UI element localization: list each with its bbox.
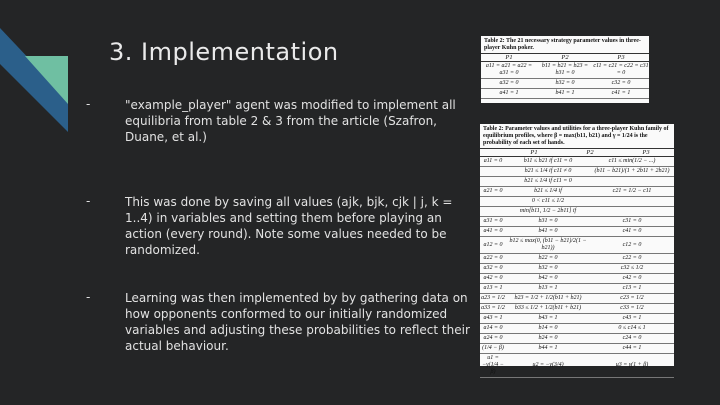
table-cell: c42 = 0 xyxy=(622,275,642,281)
table-row-label: a32 = 0 xyxy=(483,265,503,271)
table-row xyxy=(480,237,674,254)
bullet-text: This was done by saving all values (ajk, bjk, cjk | j, k = 1..4) in variables and setting them before playing an action (every round). Note some values needed to be randomized. xyxy=(125,195,453,257)
slide-decoration xyxy=(0,0,110,150)
table-caption: Table 2: The 21 necessary strategy parameter values in three-player Kuhn poker. xyxy=(484,38,641,51)
table-cell: u2 = −γ(3/4) xyxy=(532,362,564,368)
table-row xyxy=(480,177,674,187)
table-cell: c41 = 0 xyxy=(622,228,642,234)
table-cell: 0 < c11 ≤ 1/2 xyxy=(531,198,565,204)
table-row-label: a23 = 1/2 xyxy=(481,295,505,301)
table-cell: c33 = 1/2 xyxy=(620,305,644,311)
table-cell: b42 = 0 xyxy=(538,275,558,281)
table-row-label: a13 = 1 xyxy=(483,285,503,291)
table-row xyxy=(480,157,674,167)
table-row xyxy=(480,274,674,284)
table-row xyxy=(480,294,674,304)
table-cell: b21 ≤ 1/4 if c11 ≠ 0 xyxy=(524,168,572,174)
table-cell: c24 = 0 xyxy=(622,335,642,341)
table-row xyxy=(480,207,674,217)
table-header-p2: P2 xyxy=(561,54,569,61)
table-cell: (b11 − b21)/(1 + 2b11 + 2b21) xyxy=(594,168,670,174)
table-row-label xyxy=(480,201,506,203)
table-row xyxy=(480,217,674,227)
table-cell: 0 ≤ c14 ≤ 1 xyxy=(618,325,646,331)
table-row-label: a14 = 0 xyxy=(483,325,503,331)
table-row xyxy=(481,62,649,79)
table-cell: b21 ≤ 1/4 if xyxy=(534,188,562,194)
table-header-p1: P1 xyxy=(505,54,513,61)
table-row-label: u1 = −γ(1/4 − β) xyxy=(482,355,504,375)
table-header xyxy=(480,148,674,157)
table-cell: a41 = 1 xyxy=(499,90,519,96)
table-cell: b32 = 0 xyxy=(538,265,558,271)
table-cell: c22 = 0 xyxy=(622,255,642,261)
table-cell: b22 = 0 xyxy=(538,255,558,261)
table-cell: c31 = 0 xyxy=(622,218,642,224)
table-cell: b44 = 1 xyxy=(538,345,558,351)
table-row-label: a12 = 0 xyxy=(483,241,503,248)
table-cell: b41 = 0 xyxy=(538,228,558,234)
table-cell: a32 = 0 xyxy=(499,80,519,86)
table-row xyxy=(481,79,649,89)
table-cell xyxy=(590,201,674,203)
table-row-label: a33 = 1/2 xyxy=(481,305,505,311)
table-cell: min[b11, 1/2 − 2b11] if xyxy=(519,208,577,214)
table-row xyxy=(480,284,674,294)
table-cell: b11 = b21 = b23 = b31 = 0 xyxy=(541,63,589,76)
table-row-label: a31 = 0 xyxy=(483,218,503,224)
table-cell: b23 = 1/2 + 1/2(b11 + b21) xyxy=(514,295,582,301)
table-cell: b21 ≤ 1/4 if c11 = 0 xyxy=(524,178,572,184)
bullet-text: "example_player" agent was modified to implement all equilibria from table 2 & 3 from the article (Szafron, Duane, et al.) xyxy=(125,98,456,144)
table-row xyxy=(480,324,674,334)
table-cell: b33 ≤ 1/2 + 1/2(b11 + b21) xyxy=(514,305,582,311)
table-row-label: (1/4 − β) xyxy=(482,345,504,351)
table-row xyxy=(480,264,674,274)
strategy-table-image xyxy=(481,36,649,103)
table-row xyxy=(480,254,674,264)
table-cell: b13 = 1 xyxy=(538,285,558,291)
table-row-label xyxy=(480,171,506,173)
bullet-marker: - xyxy=(86,194,91,208)
table-row-label xyxy=(480,181,506,183)
table-row xyxy=(480,344,674,354)
table-header-blank xyxy=(480,149,506,156)
parameter-table-image xyxy=(480,124,674,375)
table-cell: c12 = 0 xyxy=(622,241,642,248)
table-row xyxy=(480,334,674,344)
table-row-label: a43 = 1 xyxy=(483,315,503,321)
table-header xyxy=(481,53,649,62)
table-row xyxy=(480,227,674,237)
table-cell: b41 = 1 xyxy=(555,90,575,96)
table-cell: c11 = c21 = c22 = c31 = 0 xyxy=(593,63,649,76)
table-cell: c41 = 1 xyxy=(611,90,631,96)
table-cell: c21 = 1/2 − c11 xyxy=(612,188,652,194)
table-caption: Table 2: Parameter values and utilities for a three-player Kuhn family of equilibrium profiles, where β = max(b11, b21) and γ = 1/24 is the probability of each set of hands. xyxy=(483,126,669,146)
bullet-marker: - xyxy=(86,97,91,111)
table-row-label: a41 = 0 xyxy=(483,228,503,234)
table-body xyxy=(481,62,649,99)
table-cell: u3 = γ(1 + β) xyxy=(615,362,649,368)
table-row-label: a21 = 0 xyxy=(483,188,503,194)
table-row xyxy=(480,197,674,207)
table-cell: c43 = 1 xyxy=(622,315,642,321)
table-row-label: a11 = 0 xyxy=(483,158,503,164)
table-cell: c32 ≤ 1/2 xyxy=(620,265,644,271)
table-row-label xyxy=(480,211,506,213)
table-cell: b31 = 0 xyxy=(538,218,558,224)
table-cell: b24 = 0 xyxy=(538,335,558,341)
table-cell: b14 = 0 xyxy=(538,325,558,331)
table-cell: c32 = 0 xyxy=(611,80,631,86)
bullet-marker: - xyxy=(86,290,91,304)
table-row xyxy=(480,304,674,314)
table-cell: b11 ≤ b21 if c11 = 0 xyxy=(523,158,573,164)
table-header-p3: P3 xyxy=(617,54,625,61)
table-header-p1: P1 xyxy=(530,149,538,156)
table-cell: b32 = 0 xyxy=(555,80,575,86)
bullet-text: Learning was then implemented by by gathering data on how opponents conformed to our initially randomized variables and adjusting these probabilities to reflect their actual behaviour. xyxy=(125,291,470,353)
table-cell: c13 = 1 xyxy=(622,285,642,291)
table-header-p3: P3 xyxy=(642,149,650,156)
table-row-label: a22 = 0 xyxy=(483,255,503,261)
table-cell xyxy=(590,181,674,183)
table-row xyxy=(480,167,674,177)
table-header-p2: P2 xyxy=(586,149,594,156)
table-cell: a11 = a21 = a22 = a31 = 0 xyxy=(485,63,533,76)
table-row xyxy=(480,187,674,197)
table-cell: c44 = 1 xyxy=(622,345,642,351)
table-cell: b43 = 1 xyxy=(538,315,558,321)
table-body xyxy=(480,157,674,378)
table-cell: c11 ≤ min(1/2 − ...) xyxy=(608,158,656,164)
slide-title: 3. Implementation xyxy=(109,38,339,66)
table-row-label: a24 = 0 xyxy=(483,335,503,341)
table-row xyxy=(480,354,674,378)
table-cell xyxy=(590,211,674,213)
table-row-label: a42 = 0 xyxy=(483,275,503,281)
table-cell: b12 ≤ max(0, (b11 − b21)/2(1 − b21)) xyxy=(509,238,587,251)
table-cell: c23 = 1/2 xyxy=(620,295,644,301)
table-row xyxy=(481,89,649,99)
table-row xyxy=(480,314,674,324)
